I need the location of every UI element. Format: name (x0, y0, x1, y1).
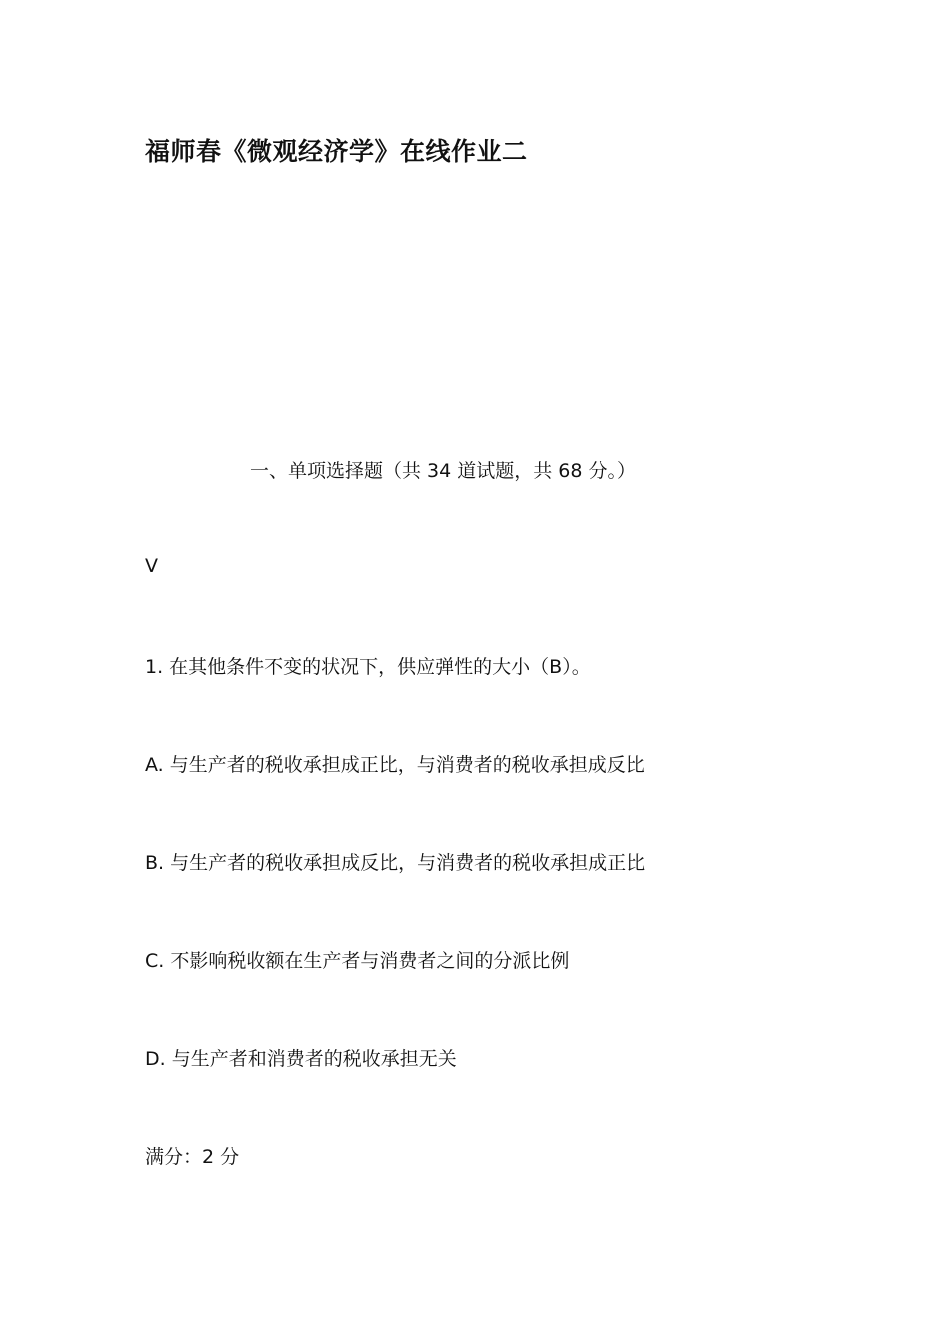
question-text: 1. 在其他条件不变的状况下，供应弹性的大小（B）。 (145, 656, 591, 678)
option-b: B. 与生产者的税收承担成反比，与消费者的税收承担成正比 (145, 852, 646, 874)
option-a: A. 与生产者的税收承担成正比，与消费者的税收承担成反比 (145, 754, 645, 776)
document-title: 福师春《微观经济学》在线作业二 (145, 137, 528, 166)
option-d: D. 与生产者和消费者的税收承担无关 (145, 1048, 457, 1070)
check-mark: V (145, 555, 158, 577)
section-heading: 一、单项选择题（共 34 道试题，共 68 分。） (250, 460, 637, 482)
question-score: 满分：2 分 (145, 1146, 240, 1168)
option-c: C. 不影响税收额在生产者与消费者之间的分派比例 (145, 950, 570, 972)
